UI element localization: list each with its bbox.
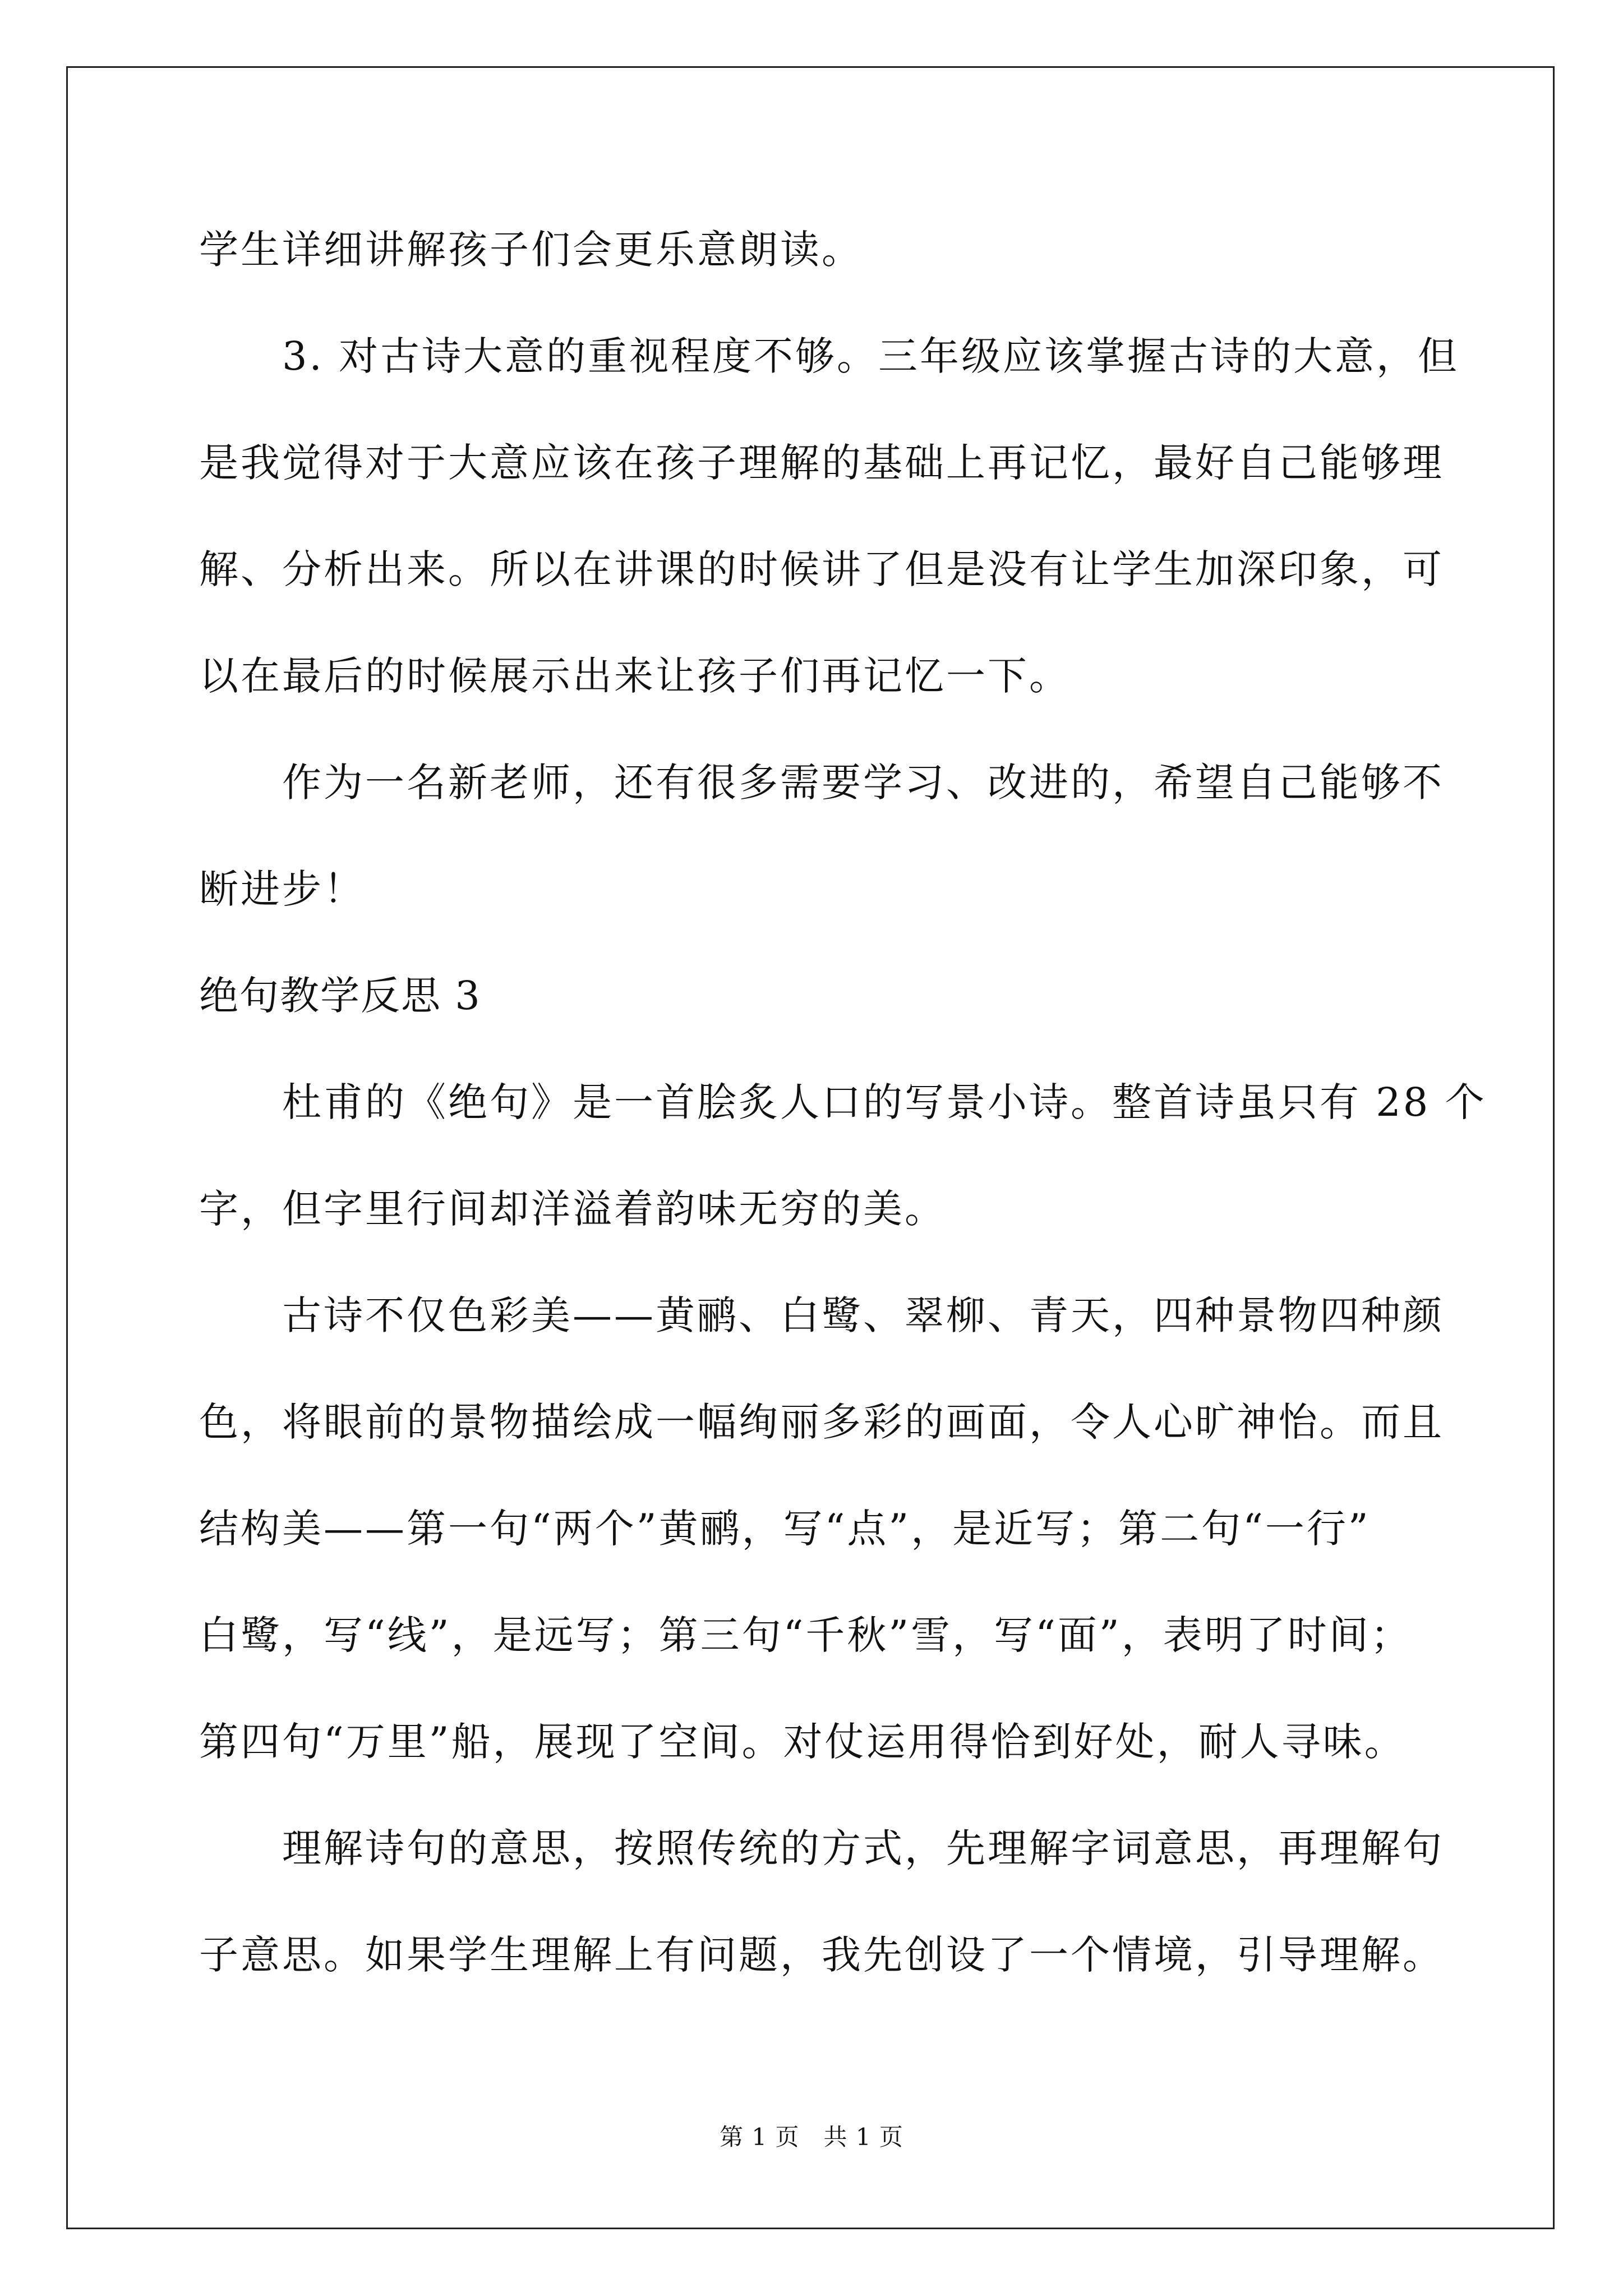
text-line: 作为一名新老师，还有很多需要学习、改进的，希望自己能够不 [282, 760, 1444, 806]
page-footer: 第 1 页 共 1 页 [720, 2123, 903, 2151]
text-line: 理解诗句的意思，按照传统的方式，先理解字词意思，再理解句 [282, 1825, 1444, 1871]
text-line: 古诗不仅色彩美——黄鹂、白鹭、翠柳、青天，四种景物四种颜 [282, 1292, 1444, 1338]
text-line: 断进步！ [199, 866, 365, 912]
text-line: 白鹭，写“线”，是远写；第三句“千秋”雪，写“面”，表明了时间； [199, 1612, 1412, 1658]
text-line: 色，将眼前的景物描绘成一幅绚丽多彩的画面，令人心旷神怡。而且 [199, 1399, 1444, 1445]
text-line: 字，但字里行间却洋溢着韵味无穷的美。 [199, 1186, 946, 1232]
text-line: 杜甫的《绝句》是一首脍炙人口的写景小诗。整首诗虽只有 28 个 [282, 1079, 1487, 1125]
text-line: 是我觉得对于大意应该在孩子理解的基础上再记忆，最好自己能够理 [199, 440, 1444, 486]
text-line: 以在最后的时候展示出来让孩子们再记忆一下。 [199, 653, 1071, 699]
text-line: 子意思。如果学生理解上有问题，我先创设了一个情境，引导理解。 [199, 1932, 1444, 1978]
page-frame [66, 66, 1555, 2229]
text-line: 第四句“万里”船，展现了空间。对仗运用得恰到好处，耐人寻味。 [199, 1719, 1406, 1765]
text-line: 解、分析出来。所以在讲课的时候讲了但是没有让学生加深印象，可 [199, 546, 1444, 592]
text-line: 结构美——第一句“两个”黄鹂，写“点”，是近写；第二句“一行” [199, 1506, 1371, 1552]
text-line: 学生详细讲解孩子们会更乐意朗读。 [199, 227, 863, 273]
section-heading: 绝句教学反思 3 [199, 973, 481, 1019]
text-line: 3. 对古诗大意的重视程度不够。三年级应该掌握古诗的大意，但 [282, 333, 1460, 379]
